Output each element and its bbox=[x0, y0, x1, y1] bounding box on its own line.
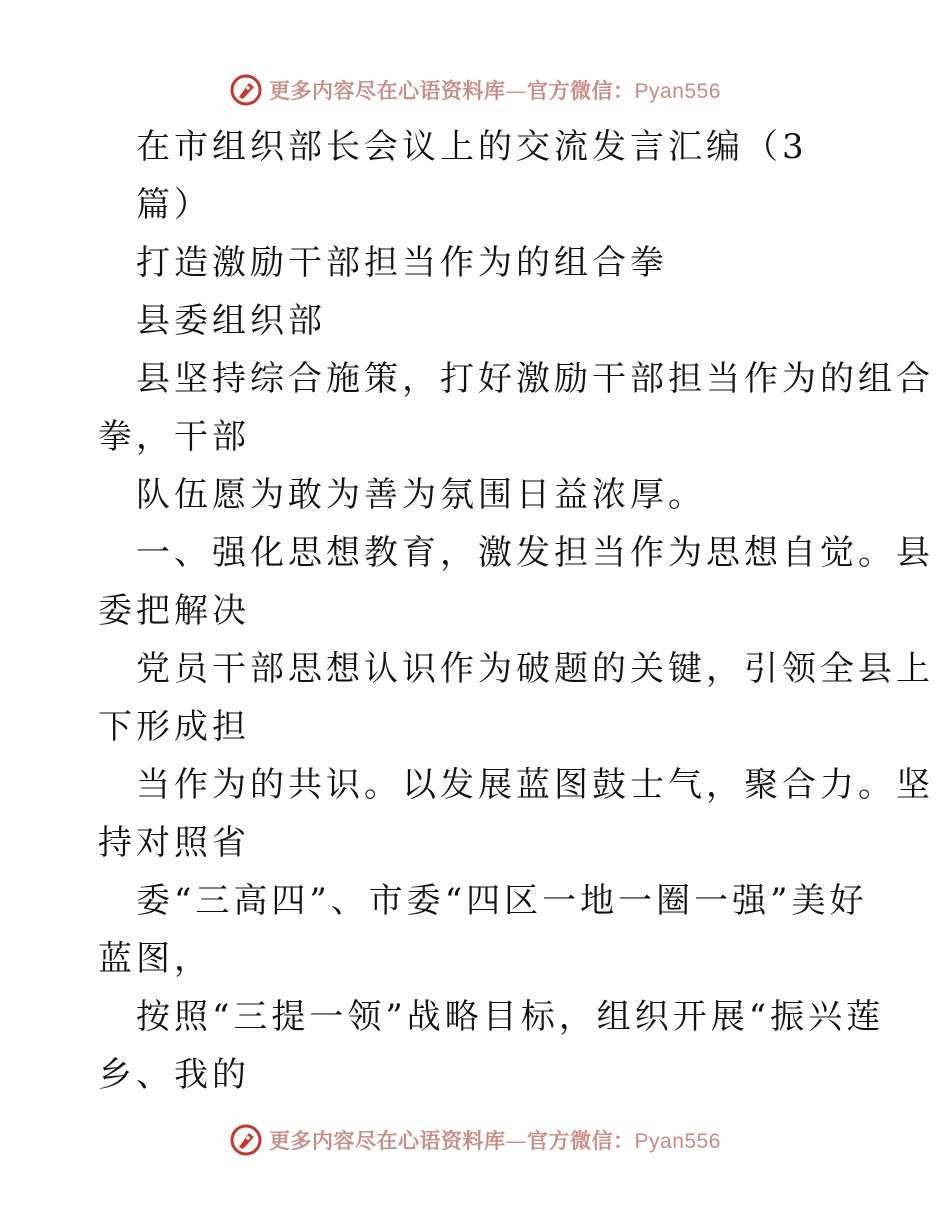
paragraph-line: 乡、我的 bbox=[98, 1055, 250, 1095]
watermark-text: 更多内容尽在心语资料库—官方微信：Pyan556 bbox=[269, 78, 721, 103]
pen-nib-logo-icon bbox=[229, 1123, 263, 1157]
paragraph-line: 当作为的共识。以发展蓝图鼓士气，聚合力。坚 bbox=[136, 765, 934, 805]
header-watermark bbox=[0, 70, 950, 110]
author-line: 县委组织部 bbox=[136, 301, 326, 341]
paragraph-line: 党员干部思想认识作为破题的关键，引领全县上 bbox=[136, 649, 934, 689]
paragraph-line: 持对照省 bbox=[98, 823, 250, 863]
paragraph-line: 委把解决 bbox=[98, 591, 250, 631]
paragraph-line: 委“三高四”、市委“四区一地一圈一强”美好 bbox=[136, 881, 868, 921]
section-heading: 打造激励干部担当作为的组合拳 bbox=[136, 243, 668, 283]
watermark-text: 更多内容尽在心语资料库—官方微信：Pyan556 bbox=[269, 1128, 721, 1153]
paragraph-line: 一、强化思想教育，激发担当作为思想自觉。县 bbox=[136, 533, 934, 573]
paragraph-line: 队伍愿为敢为善为氛围日益浓厚。 bbox=[136, 475, 706, 515]
paragraph-line: 拳，干部 bbox=[98, 417, 250, 457]
pen-nib-logo-icon bbox=[229, 73, 263, 107]
footer-watermark bbox=[0, 1120, 950, 1160]
document-title: 在市组织部长会议上的交流发言汇编（3 bbox=[136, 127, 808, 167]
paragraph-line: 下形成担 bbox=[98, 707, 250, 747]
document-title-continued: 篇） bbox=[136, 185, 212, 225]
paragraph-line: 县坚持综合施策，打好激励干部担当作为的组合 bbox=[136, 359, 934, 399]
paragraph-line: 蓝图， bbox=[98, 939, 212, 979]
paragraph-line: 按照“三提一领”战略目标，组织开展“振兴莲 bbox=[136, 997, 885, 1037]
